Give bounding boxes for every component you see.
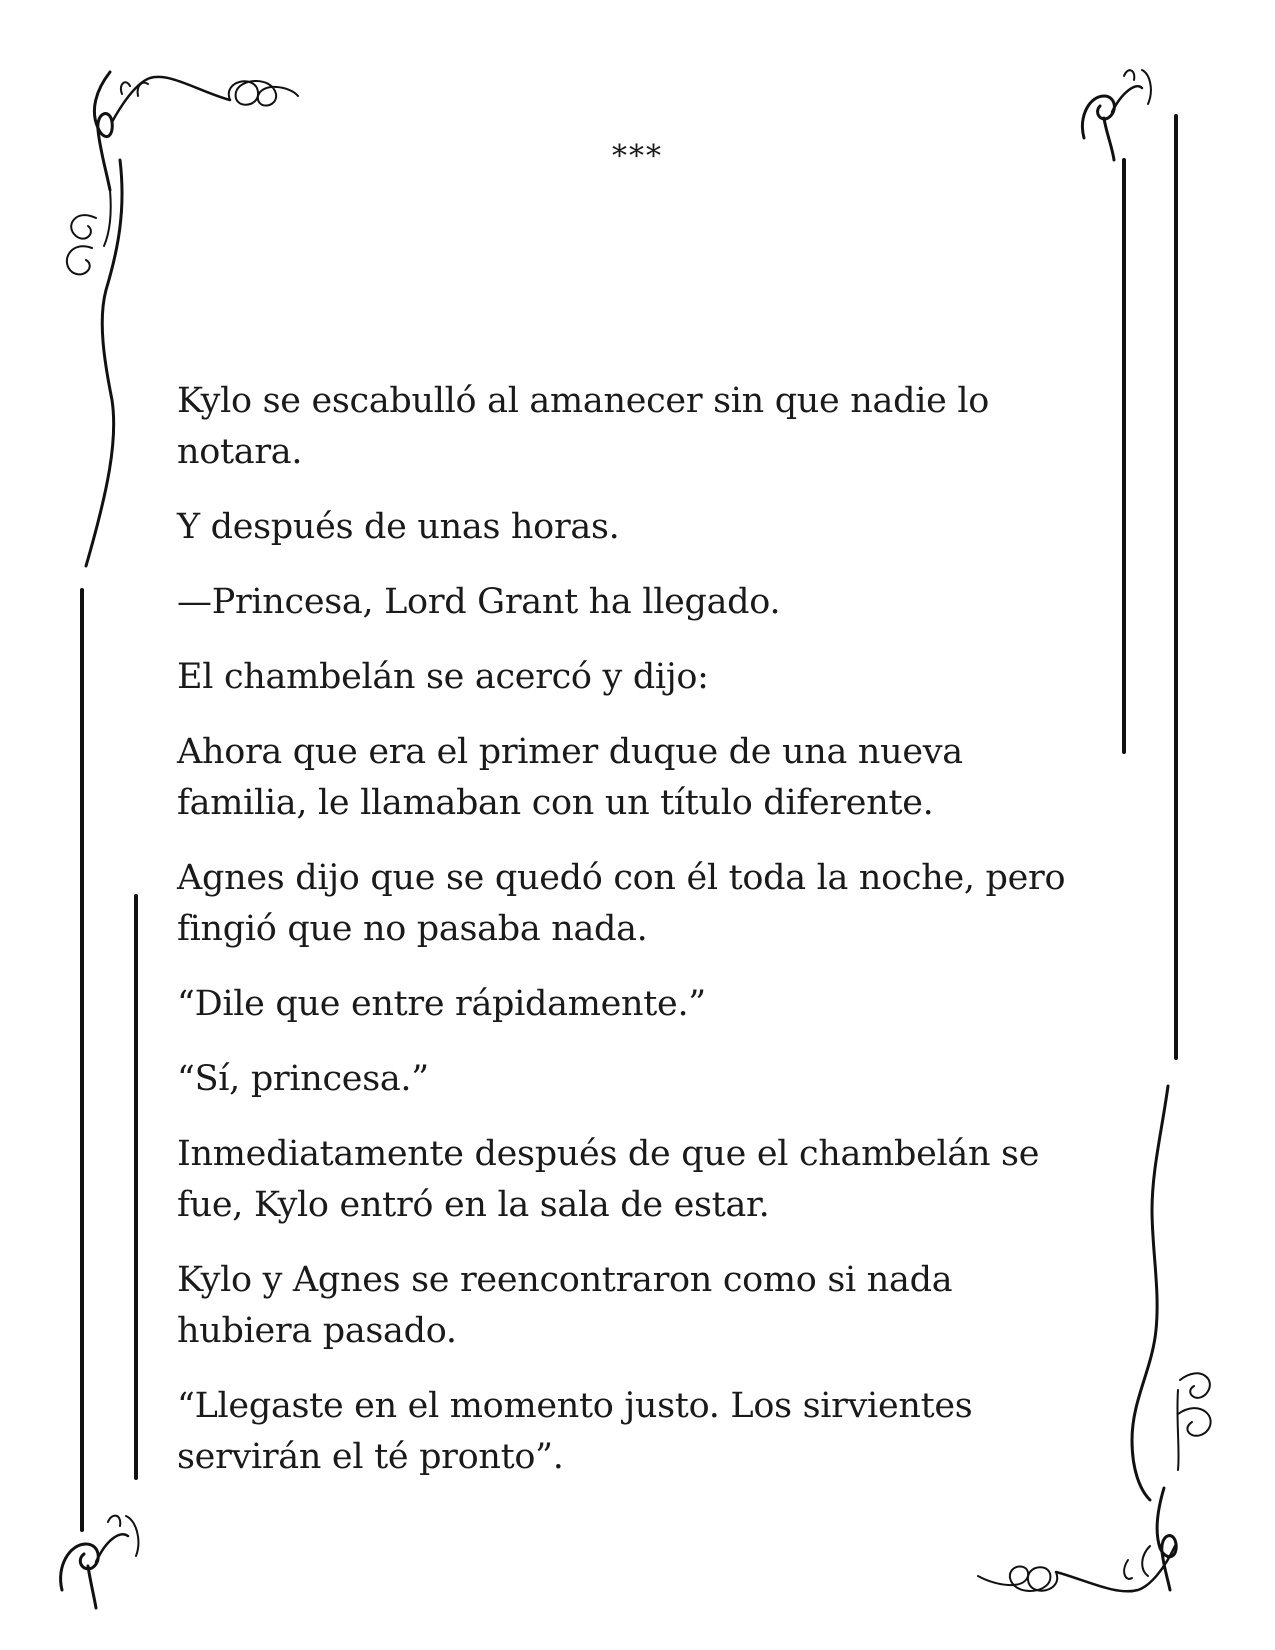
top-right-flourish-icon	[1082, 70, 1176, 1058]
paragraph: Kylo y Agnes se reencontraron como si nada hubiera pasado.	[177, 1260, 953, 1351]
left-border-bars-icon	[82, 590, 136, 1530]
paragraph: Y después de unas horas.	[177, 507, 620, 547]
chapter-text	[177, 376, 1087, 1507]
paragraph: —Princesa, Lord Grant ha llegado.	[177, 582, 781, 622]
paragraph: Agnes dijo que se quedó con él toda la noche, pero fingió que no pasaba nada.	[177, 858, 1066, 949]
paragraph: El chambelán se acercó y dijo:	[177, 657, 709, 697]
paragraph: “Llegaste en el momento justo. Los sirvientes servirán el té pronto”.	[177, 1386, 973, 1477]
bottom-left-flourish-icon	[61, 1516, 139, 1608]
paragraph: Kylo se escabulló al amanecer sin que nadie lo notara.	[177, 381, 989, 472]
paragraph: “Sí, princesa.”	[177, 1059, 429, 1099]
paragraph: “Dile que entre rápidamente.”	[177, 984, 706, 1024]
paragraph: Ahora que era el primer duque de una nueva familia, le llamaban con un título diferente.	[177, 732, 963, 823]
section-separator: ***	[612, 139, 663, 174]
paragraph: Inmediatamente después de que el chambelán se fue, Kylo entró en la sala de estar.	[177, 1134, 1040, 1225]
